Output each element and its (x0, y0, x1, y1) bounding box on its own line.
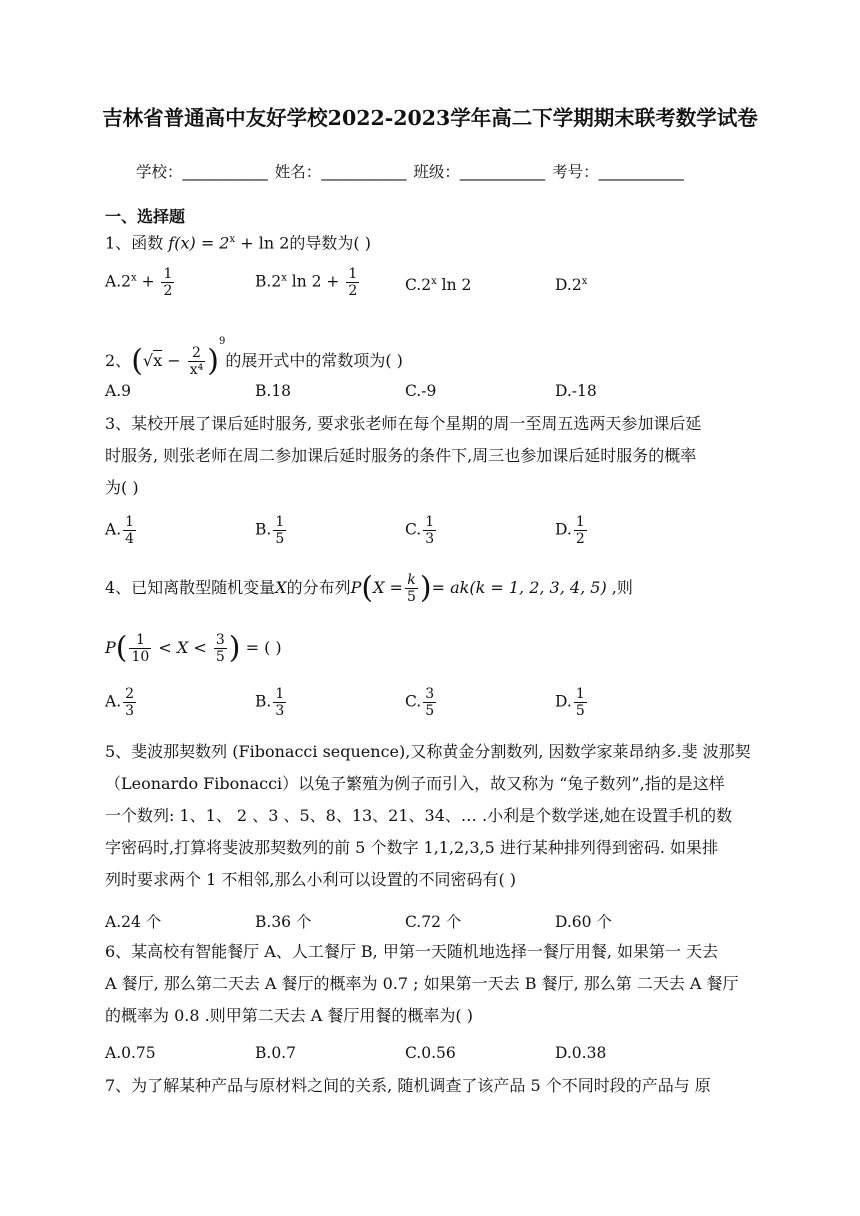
question-text: 时服务, 则张老师在周二参加课后延时服务的条件下,周三也参加课后延时服务的概率 (105, 446, 697, 465)
option-d[interactable]: D.-18 (555, 382, 597, 400)
question-text: 列时要求两个 1 不相邻,那么小利可以设置的不同密码有( ) (105, 870, 517, 889)
question-text: 6、某高校有智能餐厅 A、人工餐厅 B, 甲第一天随机地选择一餐厅用餐, 如果第一 天去 (105, 942, 719, 961)
formula: + ln 2 (235, 233, 290, 253)
class-field[interactable]: 班级：___________ (413, 163, 546, 181)
question-3 (105, 408, 765, 504)
option-b[interactable]: B.0.7 (255, 1044, 296, 1062)
formula: f(x) = 2 (168, 233, 230, 253)
option-d[interactable]: D.60 个 (555, 913, 612, 931)
question-6 (105, 936, 765, 1032)
fraction: $\frac{2}{\text{x⁴}}$ (189, 345, 204, 378)
question-4: 4、已知离散型随机变量X的分布列P(X = $\frac{k}{5}$ )= ak(k = 1, 2, 3, 4, 5) ,则 (105, 570, 633, 606)
question-text: 的概率为 0.8 .则甲第二天去 A 餐厅用餐的概率为( ) (105, 1006, 474, 1025)
question-text: 一个数列: 1、1、 2 、3 、5、8、13、21、34、… .小利是个数学迷,她在设置手机的数 (105, 806, 733, 825)
question-text: 的导数为( ) (289, 233, 371, 253)
option-c[interactable]: C.72 个 (405, 913, 462, 931)
question-text: 3、某校开展了课后延时服务, 要求张老师在每个星期的周一至周五选两天参加课后延 (105, 414, 702, 433)
question-number: 1、 (105, 233, 132, 253)
option-b[interactable]: B.18 (255, 382, 292, 400)
student-info-line (136, 160, 686, 182)
option-b[interactable]: B. $\frac{1}{5}$ (255, 514, 285, 547)
question-1 (105, 224, 765, 259)
question-5 (105, 736, 765, 896)
option-c[interactable]: C.-9 (405, 382, 437, 400)
name-field[interactable]: 姓名：___________ (274, 163, 407, 181)
question-3-options (105, 514, 765, 550)
question-7 (105, 1070, 765, 1102)
exam-title: 吉林省普通高中友好学校2022-2023学年高二下学期期末联考数学试卷 (102, 106, 758, 130)
option-d[interactable]: D. $\frac{1}{2}$ (555, 514, 585, 547)
question-number: 2、 (105, 351, 132, 370)
school-field[interactable]: 学校：___________ (136, 163, 268, 181)
question-2: 2、(√x − $\frac{2}{\text{x⁴}}$ )$^9$的展开式中的常数项为( ) (105, 336, 403, 379)
question-text: 4、已知离散型随机变量 (105, 578, 276, 597)
option-b[interactable]: B.2$^x$ ln 2 + $\frac{1}{2}$ (255, 266, 358, 299)
question-text: 的展开式中的常数项为( ) (225, 351, 403, 370)
question-text: 函数 (131, 233, 164, 253)
question-4-options (105, 686, 765, 722)
option-c[interactable]: C.0.56 (405, 1044, 456, 1062)
formula-exponent: x (229, 234, 236, 245)
option-c[interactable]: C.2$^x$ ln 2 (405, 276, 472, 295)
option-a[interactable]: A.9 (105, 382, 131, 400)
option-d[interactable]: D.2$^x$ (555, 276, 588, 295)
section-heading: 一、选择题 (105, 207, 186, 226)
option-a[interactable]: A.24 个 (105, 913, 162, 931)
option-d[interactable]: D.0.38 (555, 1044, 607, 1062)
fraction: $\frac{1}{2}$ (163, 266, 173, 299)
option-c[interactable]: C. $\frac{3}{5}$ (405, 686, 435, 719)
option-c[interactable]: C. $\frac{1}{3}$ (405, 514, 435, 547)
option-d[interactable]: D. $\frac{1}{5}$ (555, 686, 585, 719)
question-text: 7、为了解某种产品与原材料之间的关系, 随机调查了该产品 5 个不同时段的产品与 原 (105, 1076, 711, 1095)
option-b[interactable]: B.36 个 (255, 913, 312, 931)
option-a[interactable]: A. $\frac{2}{3}$ (105, 686, 135, 719)
question-1-options (105, 266, 765, 302)
fraction: $\frac{1}{2}$ (348, 266, 358, 299)
option-b[interactable]: B. $\frac{1}{3}$ (255, 686, 285, 719)
question-text: （Leonardo Fibonacci）以兔子繁殖为例子而引入，故又称为 “兔子数列”,指的是这样 (105, 774, 725, 793)
option-a[interactable]: A. $\frac{1}{4}$ (105, 514, 135, 547)
exam-number-field[interactable]: 考号：___________ (552, 163, 684, 181)
option-a[interactable]: A.0.75 (105, 1044, 156, 1062)
question-text: 5、斐波那契数列 (Fibonacci sequence),又称黄金分割数列, 因数学家莱昂纳多.斐 波那契 (105, 742, 751, 761)
question-text: 字密码时,打算将斐波那契数列的前 5 个数字 1,1,2,3,5 进行某种排列得到密码. 如果排 (105, 838, 719, 857)
option-a[interactable]: $A.2^x$ + $\frac{1}{2}$ (105, 266, 173, 299)
question-text: A 餐厅, 那么第二天去 A 餐厅的概率为 0.7 ; 如果第一天去 B 餐厅, 那么第 二天去 A 餐厅 (105, 974, 739, 993)
sqrt: √x (142, 351, 163, 370)
question-text: 为( ) (105, 478, 139, 497)
power: 9 (218, 336, 226, 347)
question-4-line-2: P( $\frac{1}{10}$ < X < $\frac{3}{5}$ ) = ( ) (105, 630, 282, 666)
